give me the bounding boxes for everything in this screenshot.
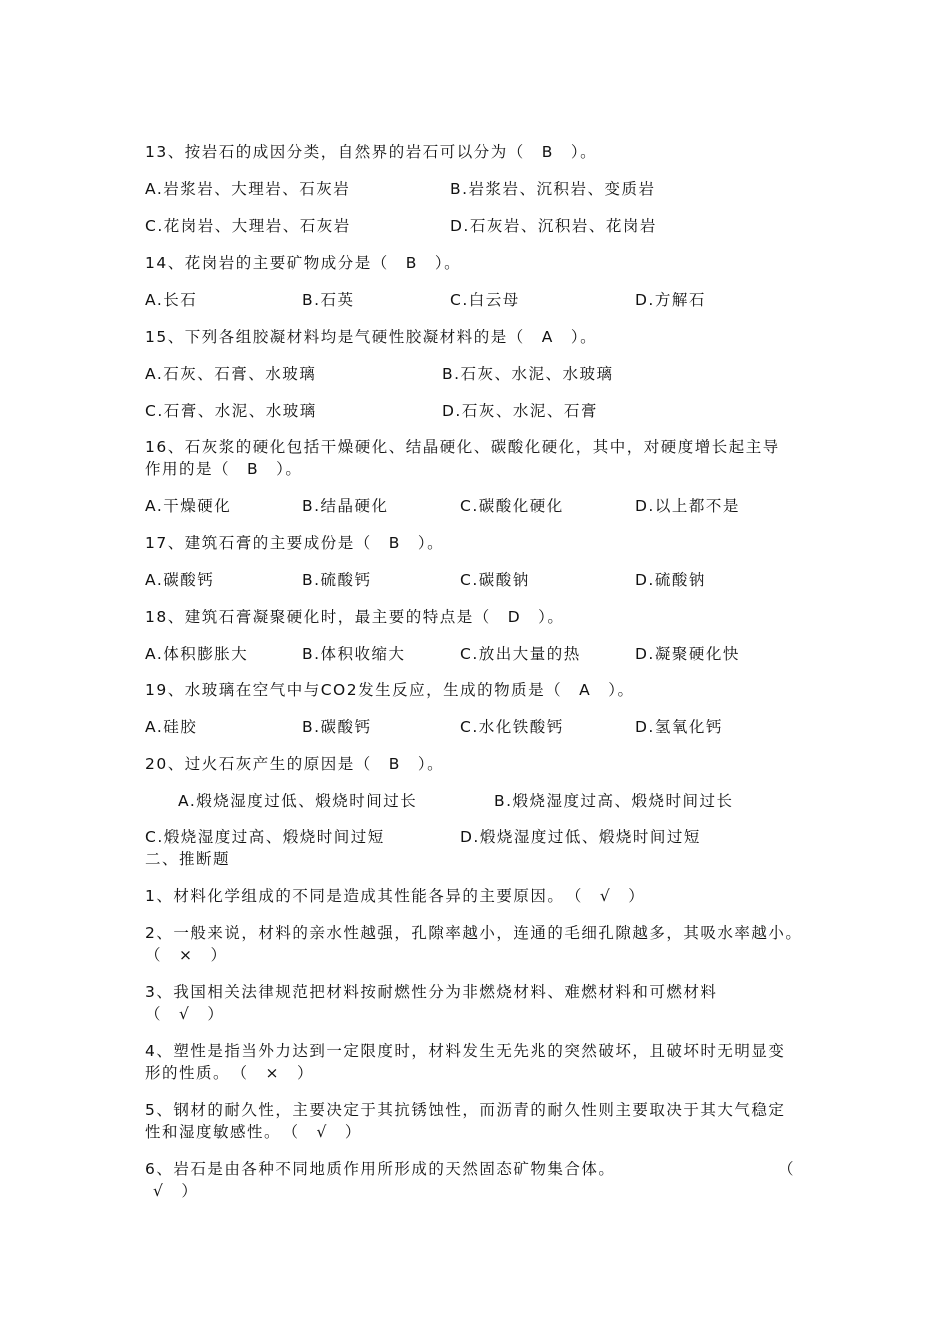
q18-option-c: C.放出大量的热 — [460, 645, 581, 663]
section-title-judgment: 二、推断题 — [145, 850, 231, 868]
q16-option-b: B.结晶硬化 — [302, 497, 389, 515]
q14-option-d: D.方解石 — [635, 291, 706, 309]
q18-option-a: A.体积膨胀大 — [145, 645, 249, 663]
q15-option-d: D.石灰、水泥、石膏 — [442, 402, 598, 420]
judgment-6-line1: 6、岩石是由各种不同地质作用所形成的天然固态矿物集合体。 — [145, 1160, 616, 1178]
q18-option-d: D.凝聚硬化快 — [635, 645, 740, 663]
judgment-6-paren: （ — [778, 1160, 796, 1178]
judgment-3-line1: 3、我国相关法律规范把材料按耐燃性分为非燃烧材料、难燃材料和可燃材料 — [145, 983, 718, 1001]
q20-option-d: D.煅烧湿度过低、煅烧时间过短 — [460, 828, 701, 846]
q20-stem: 20、过火石灰产生的原因是（ B ）。 — [145, 755, 445, 773]
q16-stem-line1: 16、石灰浆的硬化包括干燥硬化、结晶硬化、碳酸化硬化，其中，对硬度增长起主导 — [145, 438, 780, 456]
q17-option-c: C.碳酸钠 — [460, 571, 530, 589]
judgment-5-line2: 性和湿度敏感性。 （ √ ） — [145, 1123, 362, 1141]
q19-stem: 19、水玻璃在空气中与CO2发生反应，生成的物质是（ A ）。 — [145, 681, 635, 699]
judgment-6-line2: √ ） — [153, 1182, 199, 1200]
q15-stem: 15、下列各组胶凝材料均是气硬性胶凝材料的是（ A ）。 — [145, 328, 598, 346]
q19-option-a: A.硅胶 — [145, 718, 198, 736]
q19-option-c: C.水化铁酸钙 — [460, 718, 564, 736]
q13-option-d: D.石灰岩、沉积岩、花岗岩 — [450, 217, 657, 235]
judgment-3-line2: （ √ ） — [145, 1005, 225, 1023]
q13-option-b: B.岩浆岩、沉积岩、变质岩 — [450, 180, 656, 198]
q20-option-a: A.煅烧湿度过低、煅烧时间过长 — [178, 792, 418, 810]
judgment-4-line2: 形的性质。 （ × ） — [145, 1064, 314, 1082]
q15-option-b: B.石灰、水泥、水玻璃 — [442, 365, 614, 383]
q14-option-a: A.长石 — [145, 291, 198, 309]
q14-stem: 14、花岗岩的主要矿物成分是（ B ）。 — [145, 254, 462, 272]
q19-option-b: B.碳酸钙 — [302, 718, 372, 736]
judgment-1: 1、材料化学组成的不同是造成其性能各异的主要原因。 （ √ ） — [145, 887, 646, 905]
q18-stem: 18、建筑石膏凝聚硬化时，最主要的特点是（ D ）。 — [145, 608, 565, 626]
q14-option-b: B.石英 — [302, 291, 355, 309]
judgment-4-line1: 4、塑性是指当外力达到一定限度时，材料发生无先兆的突然破坏，且破坏时无明显变 — [145, 1042, 786, 1060]
q16-option-d: D.以上都不是 — [635, 497, 740, 515]
judgment-2-line1: 2、一般来说，材料的亲水性越强，孔隙率越小，连通的毛细孔隙越多，其吸水率越小。 — [145, 924, 803, 942]
q14-option-c: C.白云母 — [450, 291, 520, 309]
q20-option-b: B.煅烧湿度过高、煅烧时间过长 — [494, 792, 734, 810]
q15-option-a: A.石灰、石膏、水玻璃 — [145, 365, 317, 383]
q19-option-d: D.氢氧化钙 — [635, 718, 723, 736]
judgment-2-line2: （ × ） — [145, 946, 228, 964]
q18-option-b: B.体积收缩大 — [302, 645, 406, 663]
q17-option-a: A.碳酸钙 — [145, 571, 215, 589]
q17-option-b: B.硫酸钙 — [302, 571, 372, 589]
q17-stem: 17、建筑石膏的主要成份是（ B ）。 — [145, 534, 445, 552]
q20-option-c: C.煅烧湿度过高、煅烧时间过短 — [145, 828, 385, 846]
q15-option-c: C.石膏、水泥、水玻璃 — [145, 402, 317, 420]
q13-stem: 13、按岩石的成因分类，自然界的岩石可以分为（ B ）。 — [145, 143, 598, 161]
q16-option-c: C.碳酸化硬化 — [460, 497, 564, 515]
q17-option-d: D.硫酸钠 — [635, 571, 706, 589]
q16-stem-line2: 作用的是（ B ）。 — [145, 460, 303, 478]
q13-option-c: C.花岗岩、大理岩、石灰岩 — [145, 217, 351, 235]
q13-option-a: A.岩浆岩、大理岩、石灰岩 — [145, 180, 351, 198]
judgment-5-line1: 5、钢材的耐久性，主要决定于其抗锈蚀性，而沥青的耐久性则主要取决于其大气稳定 — [145, 1101, 786, 1119]
q16-option-a: A.干燥硬化 — [145, 497, 232, 515]
